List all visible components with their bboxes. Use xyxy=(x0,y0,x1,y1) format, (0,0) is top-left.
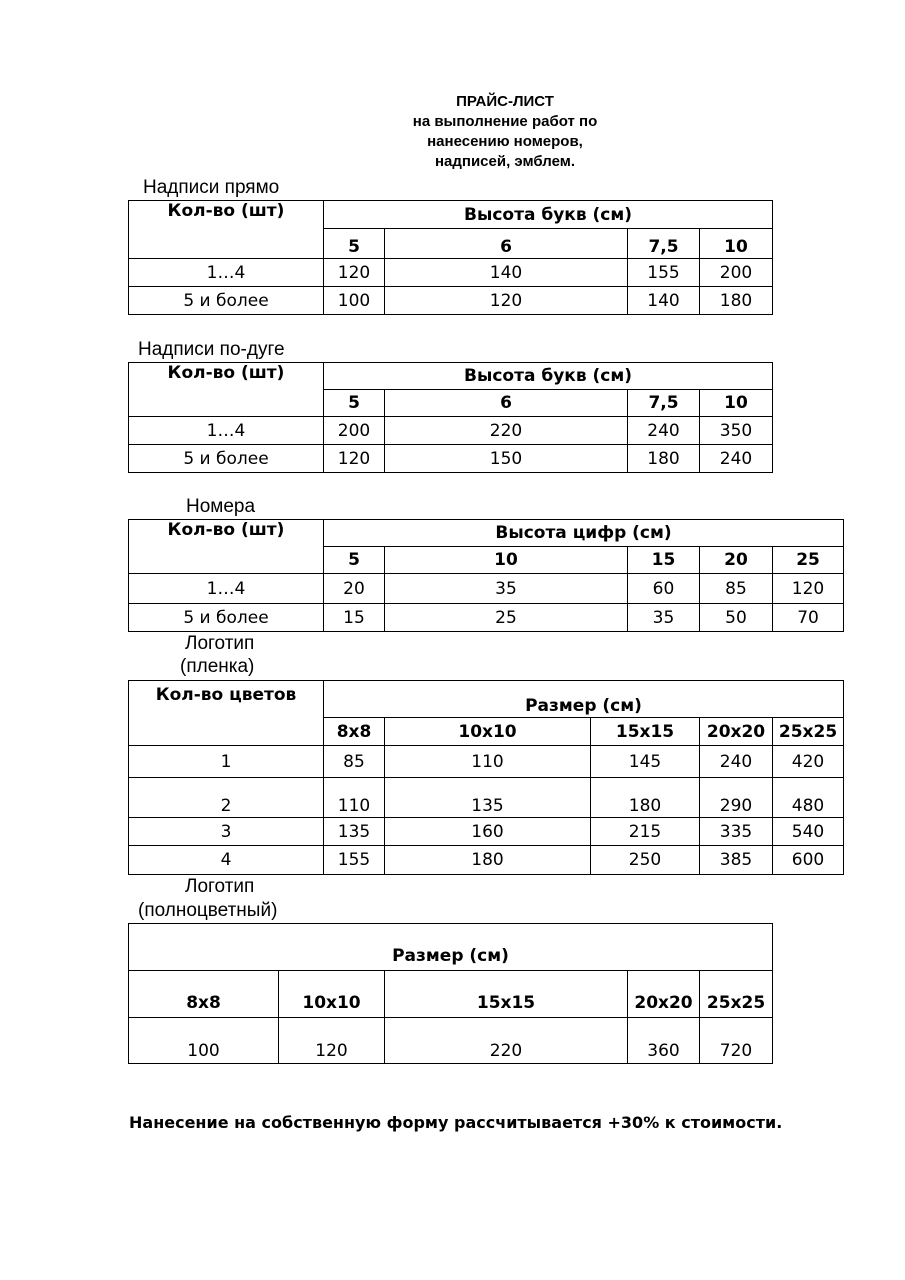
size-header: Размер (см) xyxy=(324,681,844,718)
title-line: ПРАЙС-ЛИСТ xyxy=(456,93,554,110)
section-heading-logo-film-sub: (пленка) xyxy=(180,656,255,677)
size-header: 10 xyxy=(385,547,628,574)
surcharge-note: Нанесение на собственную форму рассчитывается +30% к стоимости. xyxy=(129,1113,783,1132)
size-col-header: 25х25 xyxy=(773,718,844,746)
price-cell: 100 xyxy=(324,287,385,315)
size-header: 20 xyxy=(700,547,773,574)
qty-header: Кол-во (шт) xyxy=(129,520,324,574)
size-col-header: 20х20 xyxy=(700,718,773,746)
size-header: 6 xyxy=(385,229,628,259)
page-title xyxy=(355,92,655,172)
numbers-price-table xyxy=(128,519,844,632)
price-cell: 385 xyxy=(700,846,773,875)
colors-cell: 4 xyxy=(129,846,324,875)
section-heading-straight: Надписи прямо xyxy=(143,177,280,198)
logo-full-price-table xyxy=(128,923,773,1064)
price-cell: 35 xyxy=(385,574,628,604)
price-cell: 420 xyxy=(773,746,844,778)
qty-cell: 5 и более xyxy=(129,604,324,632)
price-cell: 160 xyxy=(385,818,591,846)
colors-header: Кол-во цветов xyxy=(129,681,324,746)
price-cell: 180 xyxy=(628,445,700,473)
logo-film-price-table xyxy=(128,680,844,875)
price-cell: 135 xyxy=(385,778,591,818)
section-heading-logo-full-sub: (полноцветный) xyxy=(138,900,278,921)
price-cell: 180 xyxy=(700,287,773,315)
size-header: Размер (см) xyxy=(129,924,773,971)
price-cell: 85 xyxy=(700,574,773,604)
section-heading-logo-full: Логотип xyxy=(185,876,255,897)
section-heading-numbers: Номера xyxy=(186,496,256,517)
qty-cell: 5 и более xyxy=(129,445,324,473)
price-cell: 350 xyxy=(700,417,773,445)
price-cell: 100 xyxy=(129,1018,279,1064)
size-header: 10 xyxy=(700,229,773,259)
price-cell: 720 xyxy=(700,1018,773,1064)
price-cell: 60 xyxy=(628,574,700,604)
price-cell: 335 xyxy=(700,818,773,846)
size-header: 10 xyxy=(700,390,773,417)
table-row xyxy=(129,287,773,315)
price-cell: 180 xyxy=(591,778,700,818)
table-row xyxy=(129,778,844,818)
price-cell: 120 xyxy=(324,259,385,287)
price-cell: 220 xyxy=(385,417,628,445)
straight-price-table xyxy=(128,200,773,315)
price-cell: 120 xyxy=(385,287,628,315)
price-cell: 290 xyxy=(700,778,773,818)
price-cell: 250 xyxy=(591,846,700,875)
colors-cell: 1 xyxy=(129,746,324,778)
size-header: 7,5 xyxy=(628,390,700,417)
price-cell: 145 xyxy=(591,746,700,778)
price-cell: 240 xyxy=(700,746,773,778)
table-row xyxy=(129,1018,773,1064)
price-cell: 215 xyxy=(591,818,700,846)
table-row xyxy=(129,574,844,604)
arc-price-table xyxy=(128,362,773,473)
price-cell: 135 xyxy=(324,818,385,846)
size-col-header: 15х15 xyxy=(591,718,700,746)
size-header: 7,5 xyxy=(628,229,700,259)
price-cell: 50 xyxy=(700,604,773,632)
table-row xyxy=(129,846,844,875)
size-header: 25 xyxy=(773,547,844,574)
size-header: 15 xyxy=(628,547,700,574)
colors-cell: 2 xyxy=(129,778,324,818)
price-cell: 600 xyxy=(773,846,844,875)
price-cell: 200 xyxy=(324,417,385,445)
size-header: 6 xyxy=(385,390,628,417)
title-line: на выполнение работ по xyxy=(412,113,598,130)
section-heading-arc: Надписи по-дуге xyxy=(138,339,285,360)
price-cell: 120 xyxy=(324,445,385,473)
size-col-header: 20х20 xyxy=(628,971,700,1018)
size-col-header: 8х8 xyxy=(324,718,385,746)
price-cell: 220 xyxy=(385,1018,628,1064)
size-header: 5 xyxy=(324,547,385,574)
price-cell: 70 xyxy=(773,604,844,632)
price-cell: 120 xyxy=(773,574,844,604)
table-row xyxy=(129,818,844,846)
size-header: 5 xyxy=(324,390,385,417)
table-row xyxy=(129,259,773,287)
price-cell: 110 xyxy=(324,778,385,818)
price-cell: 180 xyxy=(385,846,591,875)
price-cell: 35 xyxy=(628,604,700,632)
size-col-header: 15х15 xyxy=(385,971,628,1018)
size-header: 5 xyxy=(324,229,385,259)
height-header: Высота букв (см) xyxy=(324,363,773,390)
table-row xyxy=(129,445,773,473)
price-cell: 540 xyxy=(773,818,844,846)
height-header: Высота цифр (см) xyxy=(324,520,844,547)
price-cell: 120 xyxy=(279,1018,385,1064)
table-row xyxy=(129,604,844,632)
price-cell: 155 xyxy=(628,259,700,287)
price-cell: 155 xyxy=(324,846,385,875)
qty-cell: 1…4 xyxy=(129,574,324,604)
colors-cell: 3 xyxy=(129,818,324,846)
price-cell: 240 xyxy=(628,417,700,445)
price-cell: 20 xyxy=(324,574,385,604)
qty-cell: 1…4 xyxy=(129,259,324,287)
qty-header: Кол-во (шт) xyxy=(129,363,324,417)
size-col-header: 25х25 xyxy=(700,971,773,1018)
price-cell: 85 xyxy=(324,746,385,778)
price-cell: 140 xyxy=(385,259,628,287)
price-cell: 360 xyxy=(628,1018,700,1064)
title-line: нанесению номеров, xyxy=(427,133,583,150)
price-cell: 200 xyxy=(700,259,773,287)
qty-cell: 5 и более xyxy=(129,287,324,315)
price-cell: 110 xyxy=(385,746,591,778)
size-col-header: 8х8 xyxy=(129,971,279,1018)
price-cell: 150 xyxy=(385,445,628,473)
size-col-header: 10х10 xyxy=(385,718,591,746)
price-cell: 240 xyxy=(700,445,773,473)
price-cell: 480 xyxy=(773,778,844,818)
table-row xyxy=(129,417,773,445)
table-row xyxy=(129,746,844,778)
title-line: надписей, эмблем. xyxy=(434,153,576,170)
height-header: Высота букв (см) xyxy=(324,201,773,229)
section-heading-logo-film: Логотип xyxy=(185,633,255,654)
qty-header: Кол-во (шт) xyxy=(129,201,324,259)
price-cell: 140 xyxy=(628,287,700,315)
size-col-header: 10х10 xyxy=(279,971,385,1018)
price-cell: 15 xyxy=(324,604,385,632)
qty-cell: 1…4 xyxy=(129,417,324,445)
price-cell: 25 xyxy=(385,604,628,632)
